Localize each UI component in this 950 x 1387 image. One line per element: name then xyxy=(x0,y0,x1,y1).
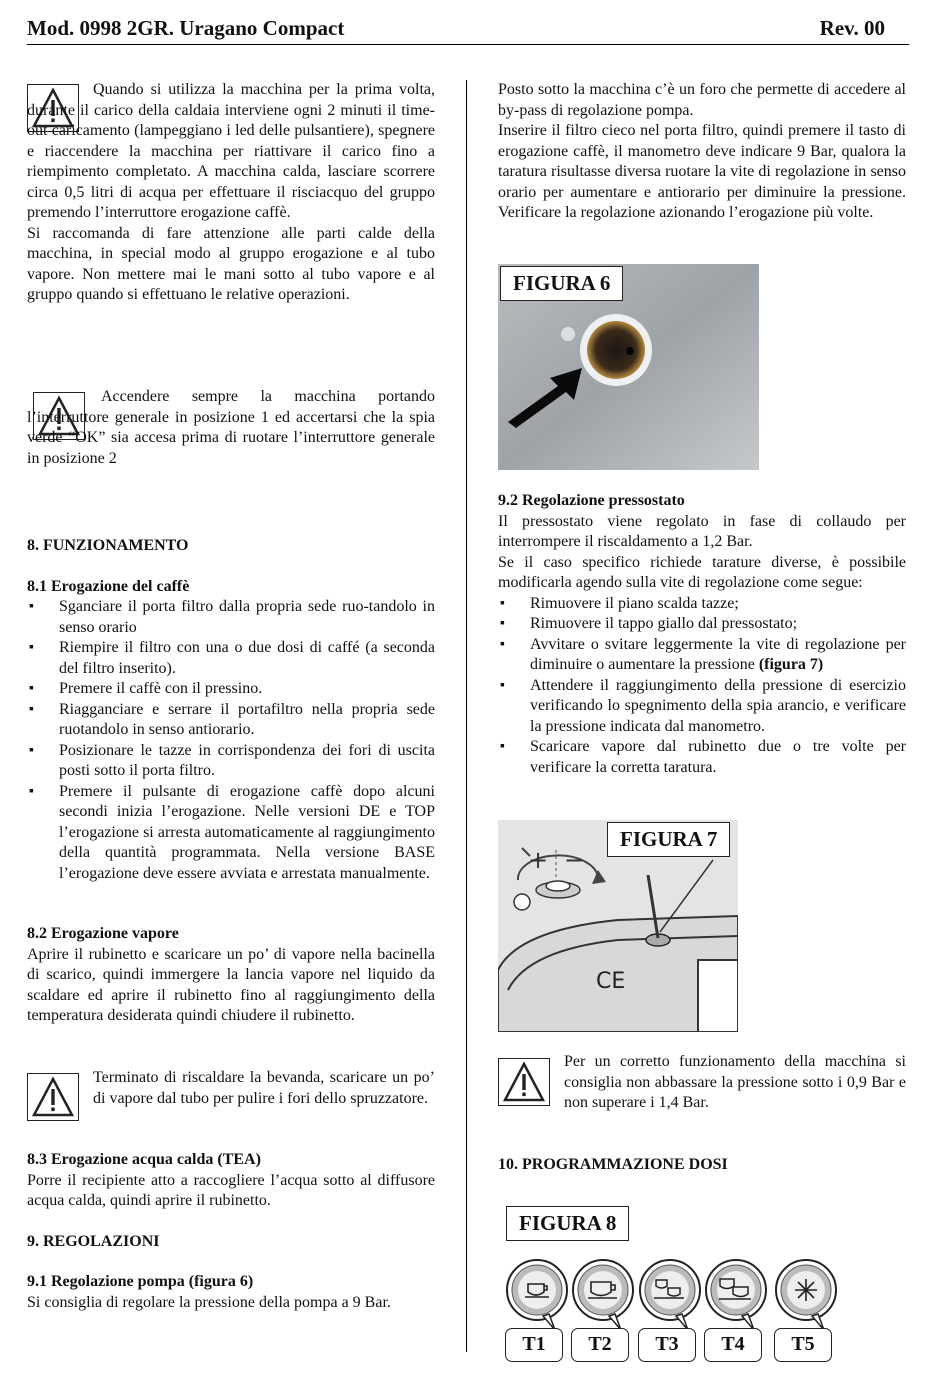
list-item: ▪ Premere il pulsante di erogazione caffè dopo alcuni secondi inizia l’erogazione. Nelle versioni DE e TOP l’erogazione si arresta automaticamente al raggiungimento della quantità programmata. Nella versione BASE l’erogazione deve essere avviata e arrestata manualmente. xyxy=(27,782,435,885)
svg-text:−: − xyxy=(564,846,585,874)
list-item: ▪ Scaricare vapore dal rubinetto due o tre volte per verificare la corretta taratura. xyxy=(498,737,906,778)
list-item: ▪ Riagganciare e serrare il portafiltro nella propria sede ruotandolo in senso antiorario. xyxy=(27,700,435,741)
list-item xyxy=(498,635,906,676)
warning-switch-on: Accendere sempre la macchina portando l’interruttore generale in posizione 1 ed accertarsi che la spia verde “OK” sia accesa prima di ruotare l’interruttore generale in posizione 2 xyxy=(27,388,435,467)
list-item: ▪ Premere il caffè con il pressino. xyxy=(27,679,435,700)
figure-6-label: FIGURA 6 xyxy=(500,266,623,301)
bypass-procedure-text: Inserire il filtro cieco nel porta filtro, quindi premere il tasto di erogazione caffè, il manometro deve indicare 9 Bar, qualora la taratura risultasse diversa ruotare la vite di regolazione in senso orario per aumentare e antiorario per diminuire la pressione. Verificare la regolazione azionando l’erogazione più volte. xyxy=(498,122,906,221)
svg-text:CE: CE xyxy=(596,969,626,994)
warning-first-use-text: Quando si utilizza la macchina per la prima volta, durante il carico della caldaia interviene ogni 2 minuti il time-out caricamento (lampeggiano i led delle pulsantiere), spegnere e riaccendere la macchina per riattivare il carico fino a riempimento completato. A macchina calda, lasciare scorrere circa 0,5 litri di acqua per effettuare il risciacquo del gruppo premendo l’interruttore erogazione caffè. xyxy=(27,81,435,221)
section-9-title: 9. REGOLAZIONI xyxy=(27,1232,160,1250)
figure-7-label: FIGURA 7 xyxy=(607,822,730,857)
section-9-1-text: Si consiglia di regolare la pressione della pompa a 9 Bar. xyxy=(27,1293,391,1311)
section-9-2-text: Il pressostato viene regolato in fase di collaudo per interrompere il riscaldamento a 1,2 Bar. xyxy=(498,512,906,550)
section-8-2-text: Aprire il rubinetto e scaricare un po’ di vapore nella bacinella di scarico, quindi immergere la lancia vapore nel liquido da scaldare ed aprire il rubinetto fino al raggiungimento della temperatura desiderata quindi chiudere il rubinetto. xyxy=(27,945,435,1024)
key-t4-label: T4 xyxy=(704,1328,762,1362)
warning-steam-clean: Terminato di riscaldare la bevanda, scaricare un po’ di vapore dal tubo per pulire i fori dello spruzzatore. xyxy=(93,1069,435,1107)
model-title: Mod. 0998 2GR. Uragano Compact xyxy=(27,16,345,40)
caution-hot-parts: Si raccomanda di fare attenzione alle parti calde della macchina, in special modo al gruppo erogazione e al tubo vapore. Non mettere mai le mani sotto al tubo vapore e al gruppo quando si effettuano le relative operazioni. xyxy=(27,224,435,303)
section-8-title: 8. FUNZIONAMENTO xyxy=(27,537,189,554)
warning-icon xyxy=(27,1073,79,1121)
warning-pressure-limits: Per un corretto funzionamento della macchina si consiglia non abbassare la pressione sotto i 0,9 Bar e non superare i 1,4 Bar. xyxy=(564,1053,906,1111)
list-item: ▪ Posizionare le tazze in corrispondenza dei fori di uscita posti sotto il porta filtro. xyxy=(27,741,435,782)
figure-8-keypad xyxy=(500,1258,840,1370)
figure-8-label: FIGURA 8 xyxy=(506,1206,629,1241)
section-9-2-text2: Se il caso specifico richiede tarature diverse, è possibile modificarla agendo sulla vite di regolazione come segue: xyxy=(498,553,906,591)
figure-7-reference: (figura 7) xyxy=(758,656,824,673)
coffee-steps-list xyxy=(27,597,435,884)
section-8-3-text: Porre il recipiente atto a raccogliere l’acqua sotto al diffusore acqua calda, quindi aprire il rubinetto. xyxy=(27,1171,435,1209)
key-t3-label: T3 xyxy=(638,1328,696,1362)
column-divider xyxy=(466,80,467,1352)
list-item: ▪ Riempire il filtro con una o due dosi di caffé (a seconda del filtro inserito). xyxy=(27,638,435,679)
section-10-title: 10. PROGRAMMAZIONE DOSI xyxy=(498,1156,728,1173)
section-8-3-title: 8.3 Erogazione acqua calda (TEA) xyxy=(27,1151,261,1168)
list-item: ▪ Sganciare il porta filtro dalla propria sede ruo-tandolo in senso orario xyxy=(27,597,435,638)
list-item-text: Avvitare o svitare leggermente la vite di regolazione per diminuire o aumentare la pressione xyxy=(530,635,906,673)
section-9-1-title: 9.1 Regolazione pompa (figura 6) xyxy=(27,1273,254,1290)
warning-icon xyxy=(498,1058,550,1106)
section-8-2-title: 8.2 Erogazione vapore xyxy=(27,925,179,942)
svg-text:+: + xyxy=(528,846,549,874)
key-t5-label: T5 xyxy=(774,1328,832,1362)
section-9-2-title: 9.2 Regolazione pressostato xyxy=(498,492,685,509)
warning-first-use xyxy=(27,80,435,306)
key-t2-label: T2 xyxy=(571,1328,629,1362)
section-8-1-title: 8.1 Erogazione del caffè xyxy=(27,577,190,595)
pressostat-steps-list xyxy=(498,594,906,779)
bypass-intro-text: Posto sotto la macchina c’è un foro che permette di accedere al by-pass di regolazione pompa. xyxy=(498,81,906,119)
page-header xyxy=(27,14,909,45)
list-item: ▪ Rimuovere il tappo giallo dal pressostato; xyxy=(498,614,906,635)
list-item: ▪ Attendere il raggiungimento della pressione di esercizio verificando lo spegnimento della spia arancio, e verificare la pressione indicata dal manometro. xyxy=(498,676,906,738)
key-t1-label: T1 xyxy=(505,1328,563,1362)
revision-label: Rev. 00 xyxy=(819,16,885,40)
list-item: ▪ Rimuovere il piano scalda tazze; xyxy=(498,594,906,615)
